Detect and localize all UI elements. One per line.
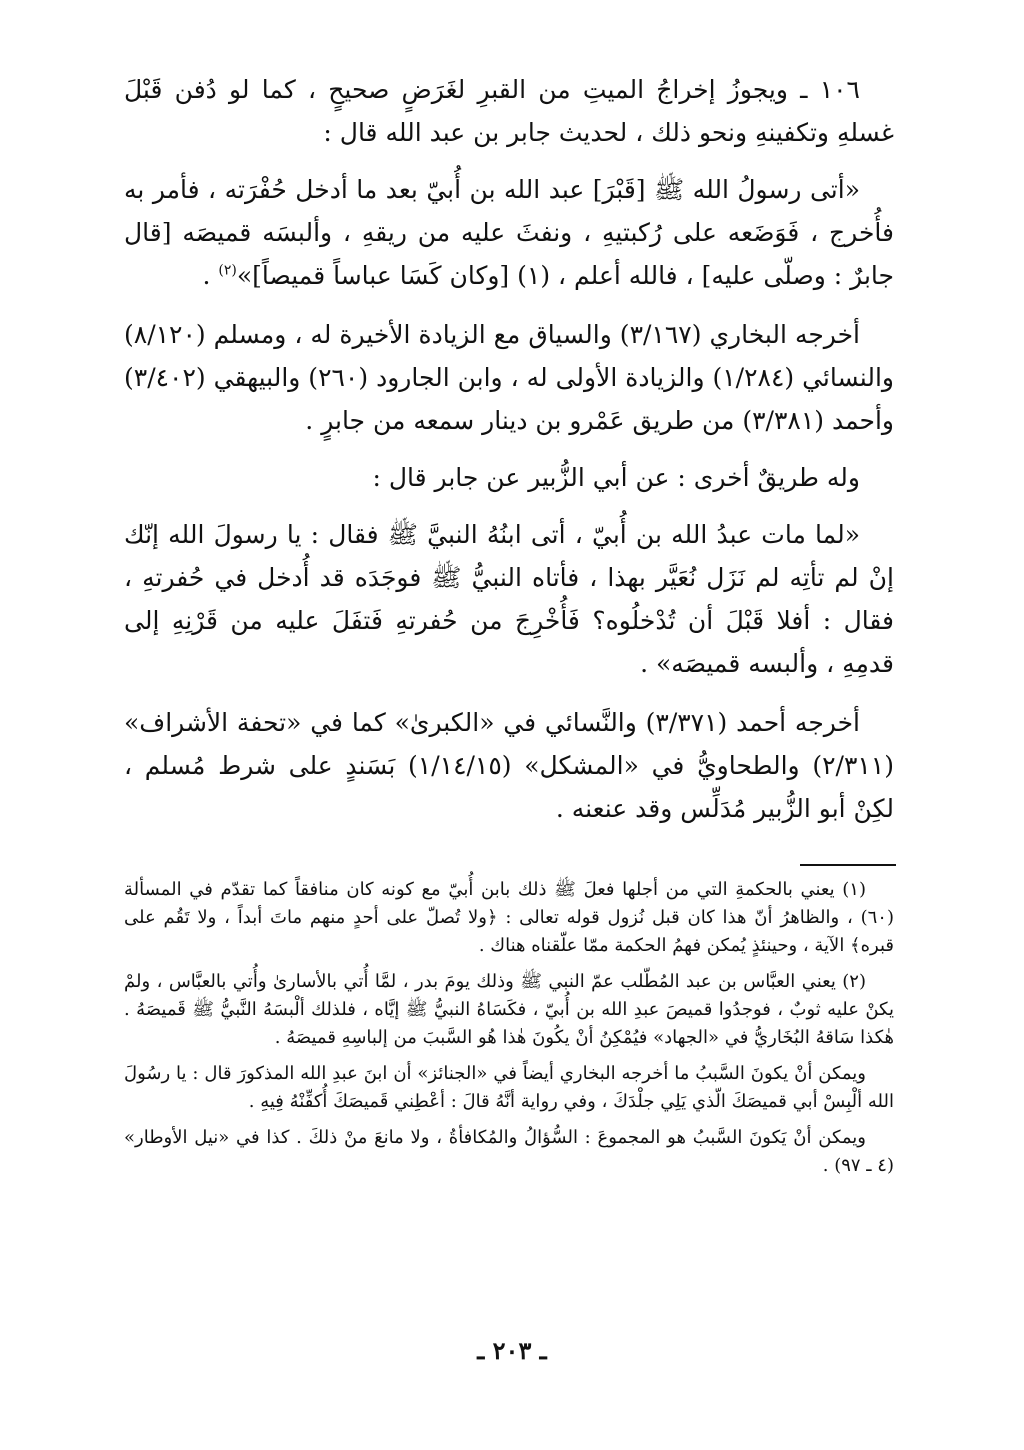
footnote-separator [800, 864, 896, 866]
paragraph-106: ١٠٦ ـ ويجوزُ إخراجُ الميتِ من القبرِ لغَرَضٍ صحيحٍ ، كما لو دُفن قَبْلَ غسلهِ وتكفينهِ ونحو ذلك ، لحديث جابر بن عبد الله قال : [124, 75, 894, 147]
hadith-quote-1 [124, 168, 894, 297]
hadith-quote-1-end: . [202, 261, 219, 290]
footnote-2: (٢) يعني العبَّاس بن عبد المُطّلب عمّ النبي ﷺ وذلك يومَ بدر ، لمَّا أُتي بالأسارىٰ وأُتي بالعبَّاس ، ولمْ يكنْ عليه ثوبٌ ، فوجدُوا قميصَ عبدِ الله بن أُبيّ ، فكَسَاهُ النبيُّ ﷺ إيَّاه ، فلذلك ألْبسَهُ النَّبيُّ ﷺ قَميصَهُ . هٰكذا سَاقهُ البُخَاريُّ في «الجهاد» فيُمْكِنُ أنْ يكُونَ هٰذا هُو السَّببَ من إلباسِهِ قميصَهُ . [124, 971, 894, 1048]
hadith-quote-2: «لما مات عبدُ الله بن أُبيّ ، أتى ابنُهُ النبيَّ ﷺ فقال : يا رسولَ الله إنّك إنْ لم تأتِه لم نَزَل نُعَيَّر بهذا ، فأتاه النبيُّ ﷺ فوجَدَه قد أُدخل في حُفرتهِ ، فقال : أفلا قَبْلَ أن تُدْخلُوه؟ فَأُخْرِجَ من حُفرتهِ فَتفَلَ عليه من قَرْنِهِ إلى قدمِهِ ، وألبسه قميصَه» . [124, 520, 894, 678]
hadith-quote-1-text: «أتى رسولُ الله ﷺ [قَبْرَ] عبد الله بن أُبيّ بعد ما أدخل حُفْرَته ، فأمر به فأُخرج ، فَوَضَعه على رُكبتيهِ ، ونفثَ عليه من ريقهِ ، وألبسَه قميصَه [قال جابرٌ : وصلّى عليه] ، فالله أعلم ، (١) [وكان كَسَا عباساً قميصاً]» [124, 175, 894, 290]
footnote-2-continuation-a: ويمكن أنْ يكونَ السَّببُ ما أخرجه البخاري أيضاً في «الجنائز» أن ابنَ عبدِ الله المذكورَ قال : يا رسُولَ الله ألْبِسْ أبي قميصَكَ الّذي يَلِي جلْدَكَ ، وفي رواية أنَّهُ قالَ : أعْطِني قَميصَكَ أُكفِّنْهُ فِيهِ . [124, 1063, 894, 1112]
takhrij-paragraph-1: أخرجه البخاري (٣/١٦٧) والسياق مع الزيادة الأخيرة له ، ومسلم (٨/١٢٠) والنسائي (١/٢٨٤) والزيادة الأولى له ، وابن الجارود (٢٦٠) والبيهقي (٣/٤٠٢) وأحمد (٣/٣٨١) من طريق عَمْرو بن دينار سمعه من جابرٍ . [124, 320, 894, 435]
footnote-ref-2: (٢) [218, 262, 237, 279]
page-number: ـ ٢٠٣ ـ [477, 1336, 547, 1365]
takhrij-paragraph-2: أخرجه أحمد (٣/٣٧١) والنَّسائي في «الكبرىٰ» كما في «تحفة الأشراف» (٢/٣١١) والطحاويُّ في «المشكل» (١/١٤/١٥) بَسَندٍ على شرط مُسلم ، لكِنْ أبو الزُّبير مُدَلِّس وقد عنعنه . [124, 708, 894, 823]
another-route-paragraph: وله طريقٌ أخرى : عن أبي الزُّبير عن جابر قال : [372, 463, 860, 492]
footnote-1: (١) يعني بالحكمةِ التي من أجلها فعلَ ﷺ ذلك بابن أُبيّ مع كونه كان منافقاً كما تقدّم في المسألة (٦٠) ، والظاهرُ أنّ هذا كان قبل نُزول قوله تعالى : ﴿ولا تُصلّ على أحدٍ منهم ماتَ أبداً ، ولا تَقُم على قبره﴾ الآية ، وحينئذٍ يُمكن فهمُ الحكمة ممّا علّقناه هناك . [124, 879, 894, 956]
footnote-2-continuation-b: ويمكن أنْ يَكونَ السَّببُ هو المجموعَ : السُّؤالُ والمُكافأةُ ، ولا مانعَ منْ ذلكَ . كذا في «نيل الأوطار» (٤ ـ ٩٧) . [124, 1127, 894, 1176]
